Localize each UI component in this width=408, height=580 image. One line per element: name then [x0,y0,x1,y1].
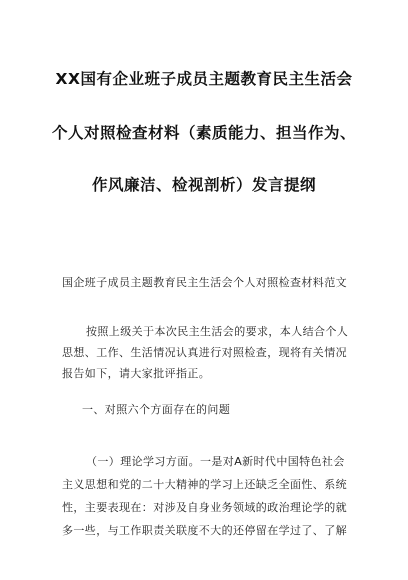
section-paragraph-line: 主义思想和党的二十大精神的学习上还缺乏全面性、系统 [62,478,347,491]
intro-paragraph-line: 按照上级关于本次民主生活会的要求，本人结合个人 [86,325,349,338]
section-paragraph-line: 性，主要表现在：对涉及自身业务领域的政治理论学的就 [62,501,347,514]
section-paragraph-line: （一）理论学习方面。一是对A新时代中国特色社会 [86,455,345,468]
section-paragraph-line: 多一些，与工作职责关联度不大的还停留在学过了、了解 [62,524,347,537]
section-heading: 一、对照六个方面存在的问题 [82,403,231,416]
document-subtitle: 国企班子成员主题教育民主生活会个人对照检查材料范文 [62,276,347,289]
intro-paragraph-line: 报告如下，请大家批评指正。 [62,367,211,380]
document-title-line-1: XX国有企业班子成员主题教育民主生活会 [55,70,353,88]
document-title-line-3: 作风廉洁、检视剖析）发言提纲 [91,176,316,194]
intro-paragraph-line: 思想、工作、生活情况认真进行对照检查，现将有关情况 [62,346,347,359]
intro-paragraph [62,321,348,384]
section-paragraph [62,450,347,542]
document-title-line-2: 个人对照检查材料（素质能力、担当作为、 [51,124,356,142]
